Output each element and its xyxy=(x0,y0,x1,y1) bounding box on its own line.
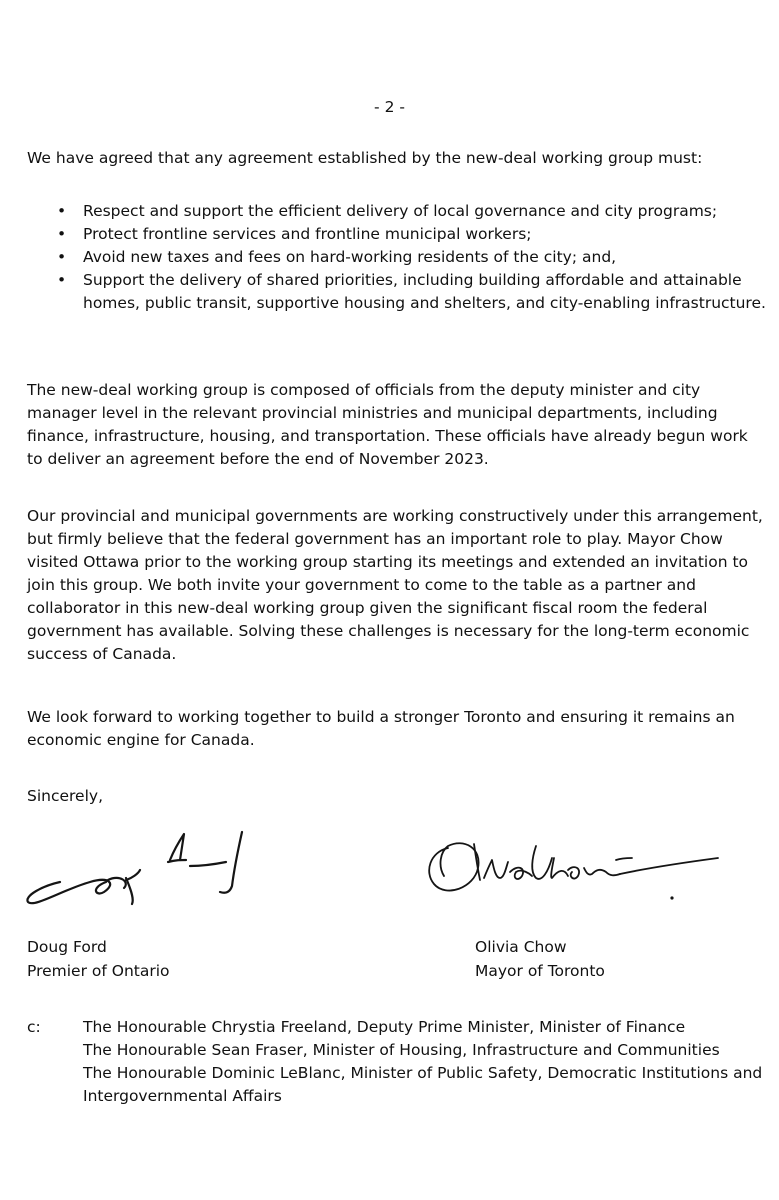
bullet-glyph: • xyxy=(57,225,67,243)
signer-block-chow xyxy=(475,935,605,983)
paragraph-working-group: The new-deal working group is composed of officials from the deputy minister and city manager level in the relevant provincial ministries and municipal departments, including finance, infrastructure, housing, and transportation. These officials have already begun work to deliver an agreement before the end of November 2023. xyxy=(27,381,748,468)
signature-olivia-chow xyxy=(418,828,728,908)
intro-sentence: We have agreed that any agreement established by the new-deal working group must: xyxy=(27,149,703,167)
signer-name: Doug Ford xyxy=(27,938,107,956)
signer-block-ford xyxy=(27,935,170,983)
list-item xyxy=(27,246,767,269)
conditions-list xyxy=(27,200,767,315)
cc-recipient: The Honourable Dominic LeBlanc, Minister of Public Safety, Democratic Institutions and Intergovernmental Affairs xyxy=(83,1064,763,1105)
cc-recipient: The Honourable Sean Fraser, Minister of Housing, Infrastructure and Communities xyxy=(83,1041,720,1059)
list-item xyxy=(27,200,767,223)
bullet-glyph: • xyxy=(57,202,67,220)
closing-salutation: Sincerely, xyxy=(27,787,104,805)
bullet-glyph: • xyxy=(57,248,67,266)
signer-name: Olivia Chow xyxy=(475,938,567,956)
signature-doug-ford xyxy=(20,820,260,920)
list-item-text: Protect frontline services and frontline municipal workers; xyxy=(83,225,532,243)
cc-label: c: xyxy=(27,1018,41,1036)
paragraph-closing-remarks: We look forward to working together to build a stronger Toronto and ensuring it remains an economic engine for Canada. xyxy=(27,708,735,749)
signer-title: Mayor of Toronto xyxy=(475,962,605,980)
cc-recipient: The Honourable Chrystia Freeland, Deputy Prime Minister, Minister of Finance xyxy=(83,1018,686,1036)
bullet-glyph: • xyxy=(57,271,67,289)
list-item xyxy=(27,223,767,246)
paragraph-federal-role: Our provincial and municipal governments are working constructively under this arrangement, but firmly believe that the federal government has an important role to play. Mayor Chow visited Ottawa prior to the working group starting its meetings and extended an invitation to join this group. We both invite your government to come to the table as a partner and collaborator in this new-deal working group given the significant fiscal room the federal government has available. Solving these challenges is necessary for the long-term economic success of Canada. xyxy=(27,507,763,663)
page-number: - 2 - xyxy=(374,98,405,116)
list-item-text: Avoid new taxes and fees on hard-working residents of the city; and, xyxy=(83,248,617,266)
signer-title: Premier of Ontario xyxy=(27,962,170,980)
list-item-text: Respect and support the efficient delivery of local governance and city programs; xyxy=(83,202,718,220)
list-item-text: Support the delivery of shared priorities, including building affordable and attainable homes, public transit, supportive housing and shelters, and city-enabling infrastructure. xyxy=(83,271,766,312)
cc-recipients xyxy=(83,1016,773,1108)
list-item xyxy=(27,269,767,315)
